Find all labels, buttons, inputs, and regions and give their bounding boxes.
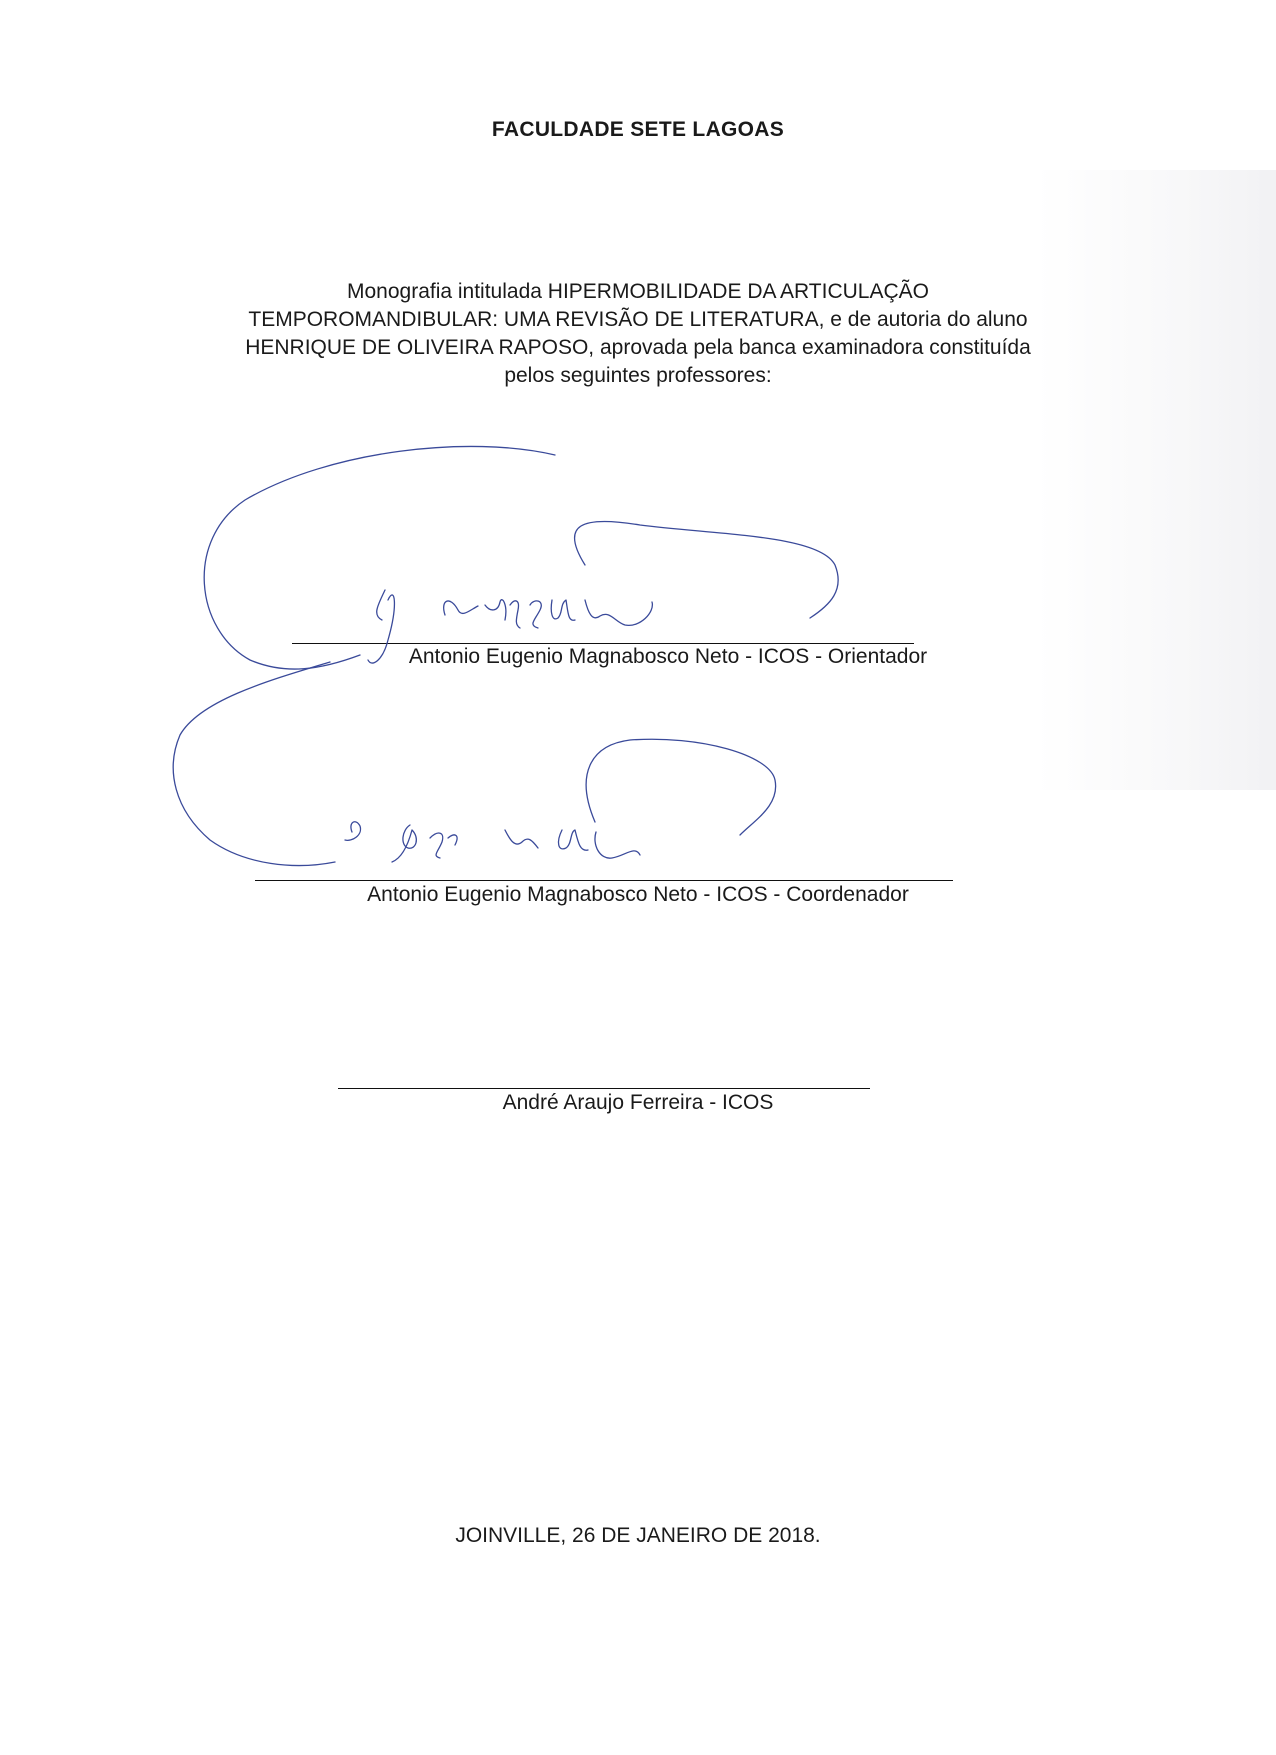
signature-orientador — [204, 446, 838, 669]
signatory-name-examiner: André Araujo Ferreira - ICOS — [502, 1091, 774, 1114]
signatory-name-orientador: Antonio Eugenio Magnabosco Neto - ICOS - Orientador — [408, 645, 928, 668]
signature-coordenador — [173, 662, 775, 866]
scan-shadow — [1036, 170, 1276, 790]
signatory-name-coordenador: Antonio Eugenio Magnabosco Neto - ICOS - Coordenador — [367, 883, 909, 906]
statement-line: TEMPOROMANDIBULAR: UMA REVISÃO DE LITERATURA, e de autoria do aluno — [248, 308, 1028, 331]
statement-line: HENRIQUE DE OLIVEIRA RAPOSO, aprovada pela banca examinadora constituída — [245, 336, 1031, 359]
statement-line: pelos seguintes professores: — [504, 364, 772, 387]
place-date: JOINVILLE, 26 DE JANEIRO DE 2018. — [455, 1524, 821, 1547]
statement-line: Monografia intitulada HIPERMOBILIDADE DA ARTICULAÇÃO — [346, 280, 929, 303]
signature-line-examiner — [338, 1088, 870, 1089]
institution-title: FACULDADE SETE LAGOAS — [491, 118, 785, 141]
approval-statement — [138, 278, 1138, 390]
signature-line-coordenador — [255, 880, 953, 881]
signature-line-orientador — [292, 643, 914, 644]
